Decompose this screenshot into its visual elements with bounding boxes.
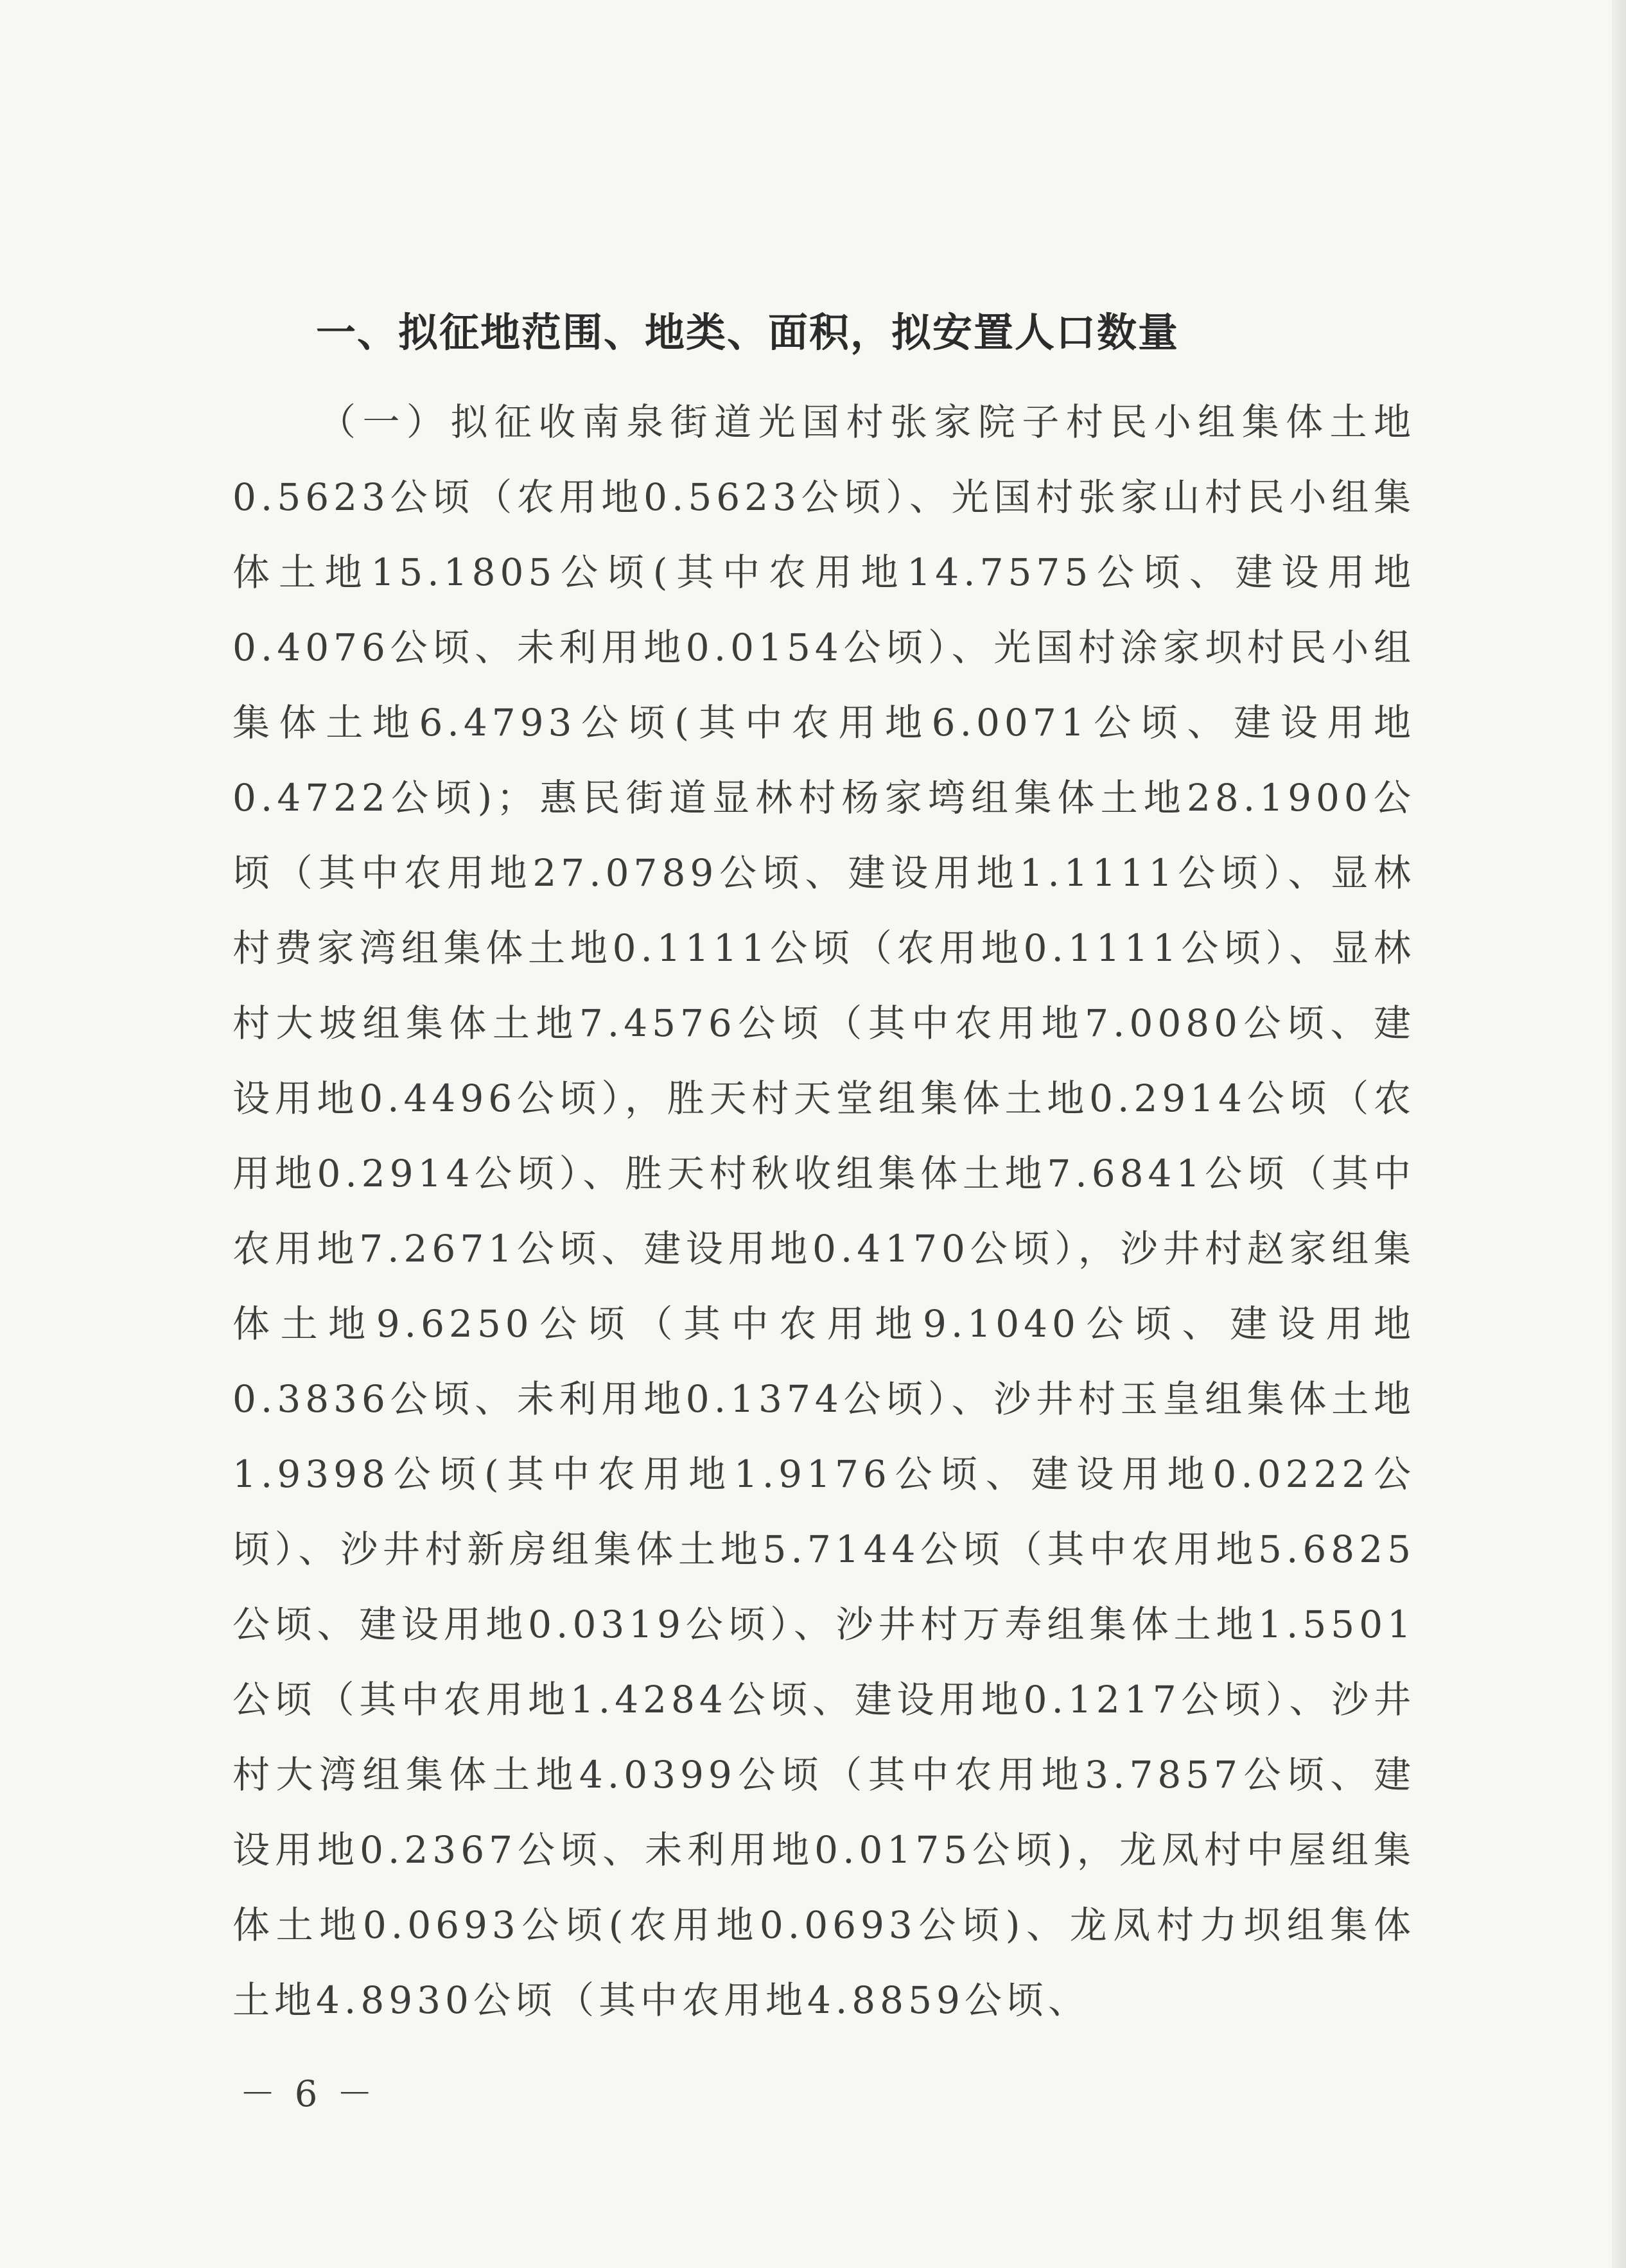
page-edge-shadow — [1612, 0, 1626, 2268]
body-paragraph: （一）拟征收南泉街道光国村张家院子村民小组集体土地0.5623公顷（农用地0.5623公顷）、光国村张家山村民小组集体土地15.1805公顷(其中农用地14.7575公顷、建设用地0.4076公顷、未利用地0.0154公顷）、光国村涂家坝村民小组集体土地6.4793公顷(其中农用地6.0071公顷、建设用地0.4722公顷)；惠民街道显林村杨家塆组集体土地28.1900公顷（其中农用地27.0789公顷、建设用地1.1111公顷）、显林村费家湾组集体土地0.1111公顷（农用地0.1111公顷）、显林村大坡组集体土地7.4576公顷（其中农用地7.0080公顷、建设用地0.4496公顷），胜天村天堂组集体土地0.2914公顷（农用地0.2914公顷）、胜天村秋收组集体土地7.6841公顷（其中农用地7.2671公顷、建设用地0.4170公顷），沙井村赵家组集体土地9.6250公顷（其中农用地9.1040公顷、建设用地0.3836公顷、未利用地0.1374公顷）、沙井村玉皇组集体土地1.9398公顷(其中农用地1.9176公顷、建设用地0.0222公顷）、沙井村新房组集体土地5.7144公顷（其中农用地5.6825公顷、建设用地0.0319公顷）、沙井村万寿组集体土地1.5501公顷（其中农用地1.4284公顷、建设用地0.1217公顷）、沙井村大湾组集体土地4.0399公顷（其中农用地3.7857公顷、建设用地0.2367公顷、未利用地0.0175公顷)，龙凤村中屋组集体土地0.0693公顷(农用地0.0693公顷)、龙凤村力坝组集体土地4.8930公顷（其中农用地4.8859公顷、 — [232, 400, 1415, 2022]
section-heading: 一、拟征地范围、地类、面积，拟安置人口数量 — [316, 309, 1180, 356]
page-number: － 6 － — [240, 2073, 377, 2115]
